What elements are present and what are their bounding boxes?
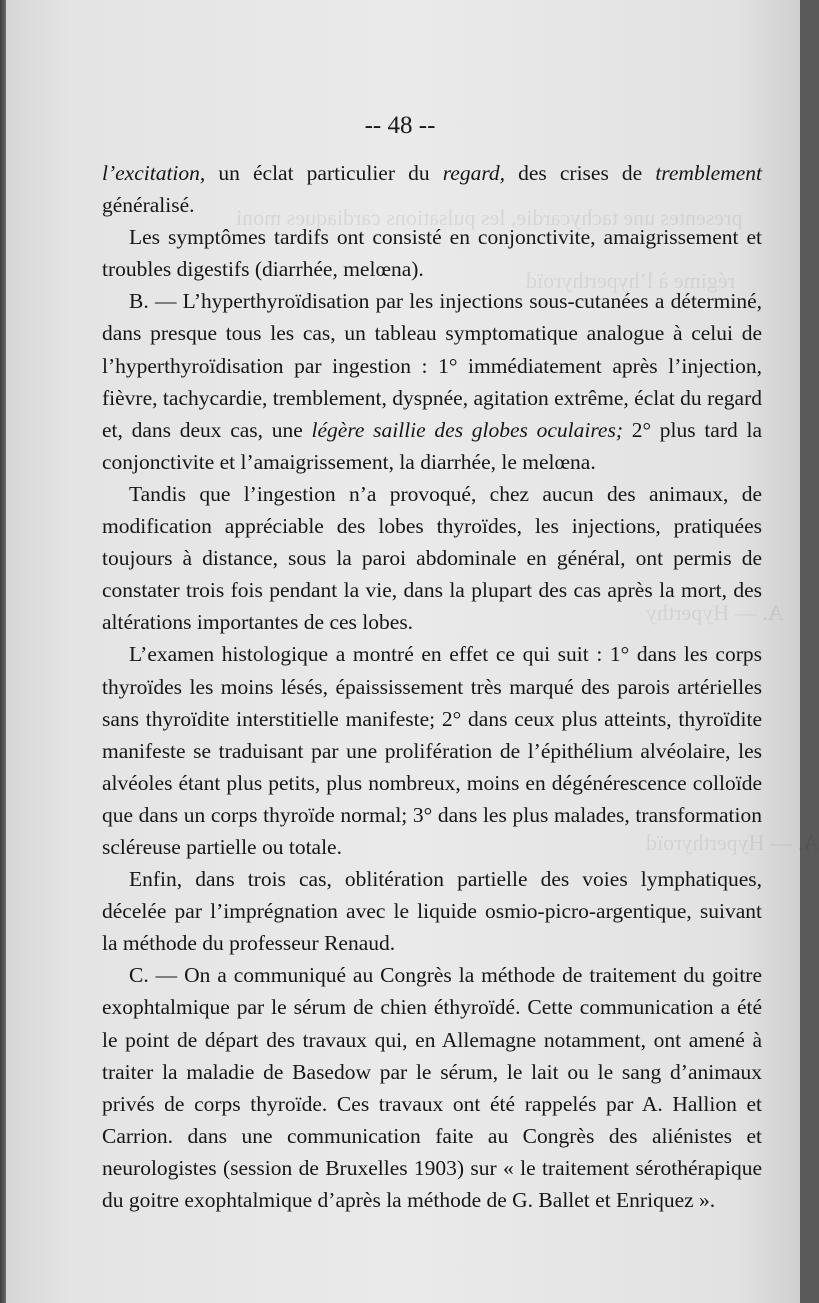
bleed-through-text: presentes une tachycardie, les pulsations cardiaques moni [236,205,743,230]
text-span: 2° plus tard la conjonctivite et l’amaigrissement, la diarrhée, le melœna. [102,417,762,474]
paragraph [102,157,762,221]
text-span: un éclat particulier du [205,161,443,185]
bleed-through-text: A. — Hyperthy [646,600,784,625]
text-span: généralisé. [102,193,195,218]
bleed-through-text: régime à l’hyperthyroïd [526,268,735,293]
text-span: B. — L’hyperthyroïdisation par les injections sous-cutanées a déterminé, dans presque tous les cas, un tableau symptomatique analogue à celui de l’hyperthyroïdisation par ingestion : 1° immédiatement après l’injection, fièvre, tachycardie, tremblement, dyspnée, agitation extrême, éclat du regard et, dans deux cas, une [102,289,762,442]
text-span: des crises de [505,161,656,185]
italic-phrase: regard, [442,161,506,185]
italic-phrase: tremblement [655,161,762,185]
paragraph: C. — On a communiqué au Congrès la méthode de traitement du goitre exophtalmique par le sérum de chien éthyroïdé. Cette communication a été le point de départ des travaux qui, en Allemagne notamment, ont amené à traiter la maladie de Basedow par le sérum, le lait ou le sang d’animaux privés de corps thyroïde. Ces travaux ont été rappelés par A. Hallion et Carrion. dans une communication faite au Congrès des aliénistes et neurologistes (session de Bruxelles 1903) sur « le traitement sérothérapique du goitre exophtalmique d’après la méthode de G. Ballet et Enriquez ». [102,963,762,1212]
italic-phrase: l’excitation, [102,161,206,185]
paragraph [102,285,762,478]
paragraph: Tandis que l’ingestion n’a provoqué, chez aucun des animaux, de modification appréciable des lobes thyroïdes, les injections, pratiquées toujours à distance, sous la paroi abdominale en général, ont permis de constater trois fois pendant la vie, dans la plupart des cas après la mort, des altérations importantes de ces lobes. [102,481,762,635]
italic-phrase: légère saillie des globes oculaires; [311,417,624,442]
body-text [102,157,762,1216]
paragraph: Les symptômes tardifs ont consisté en conjonctivite, amaigrissement et troubles digestifs (diarrhée, melœna). [102,225,762,282]
paragraph: L’examen histologique a montré en effet ce qui suit : 1° dans les corps thyroïdes les moins lésés, épaississement très marqué des parois artérielles sans thyroïdite interstitielle manifeste; 2° dans ceux plus atteints, thyroïdite manifeste se traduisant par une prolifération de l’épithélium alvéolaire, les alvéoles étant plus petits, plus nombreux, moins en dégénérescence colloïde que dans un corps thyroïde normal; 3° dans les plus malades, transformation scléreuse partielle ou totale. [102,642,762,859]
bleed-through-text: A. — Hyperthyroïd [646,830,819,855]
paragraph: Enfin, dans trois cas, oblitération partielle des voies lymphatiques, décelée par l’imprégnation avec le liquide osmio-picro-argentique, suivant la méthode du professeur Renaud. [102,867,762,956]
page-number: -- 48 -- [364,112,436,139]
